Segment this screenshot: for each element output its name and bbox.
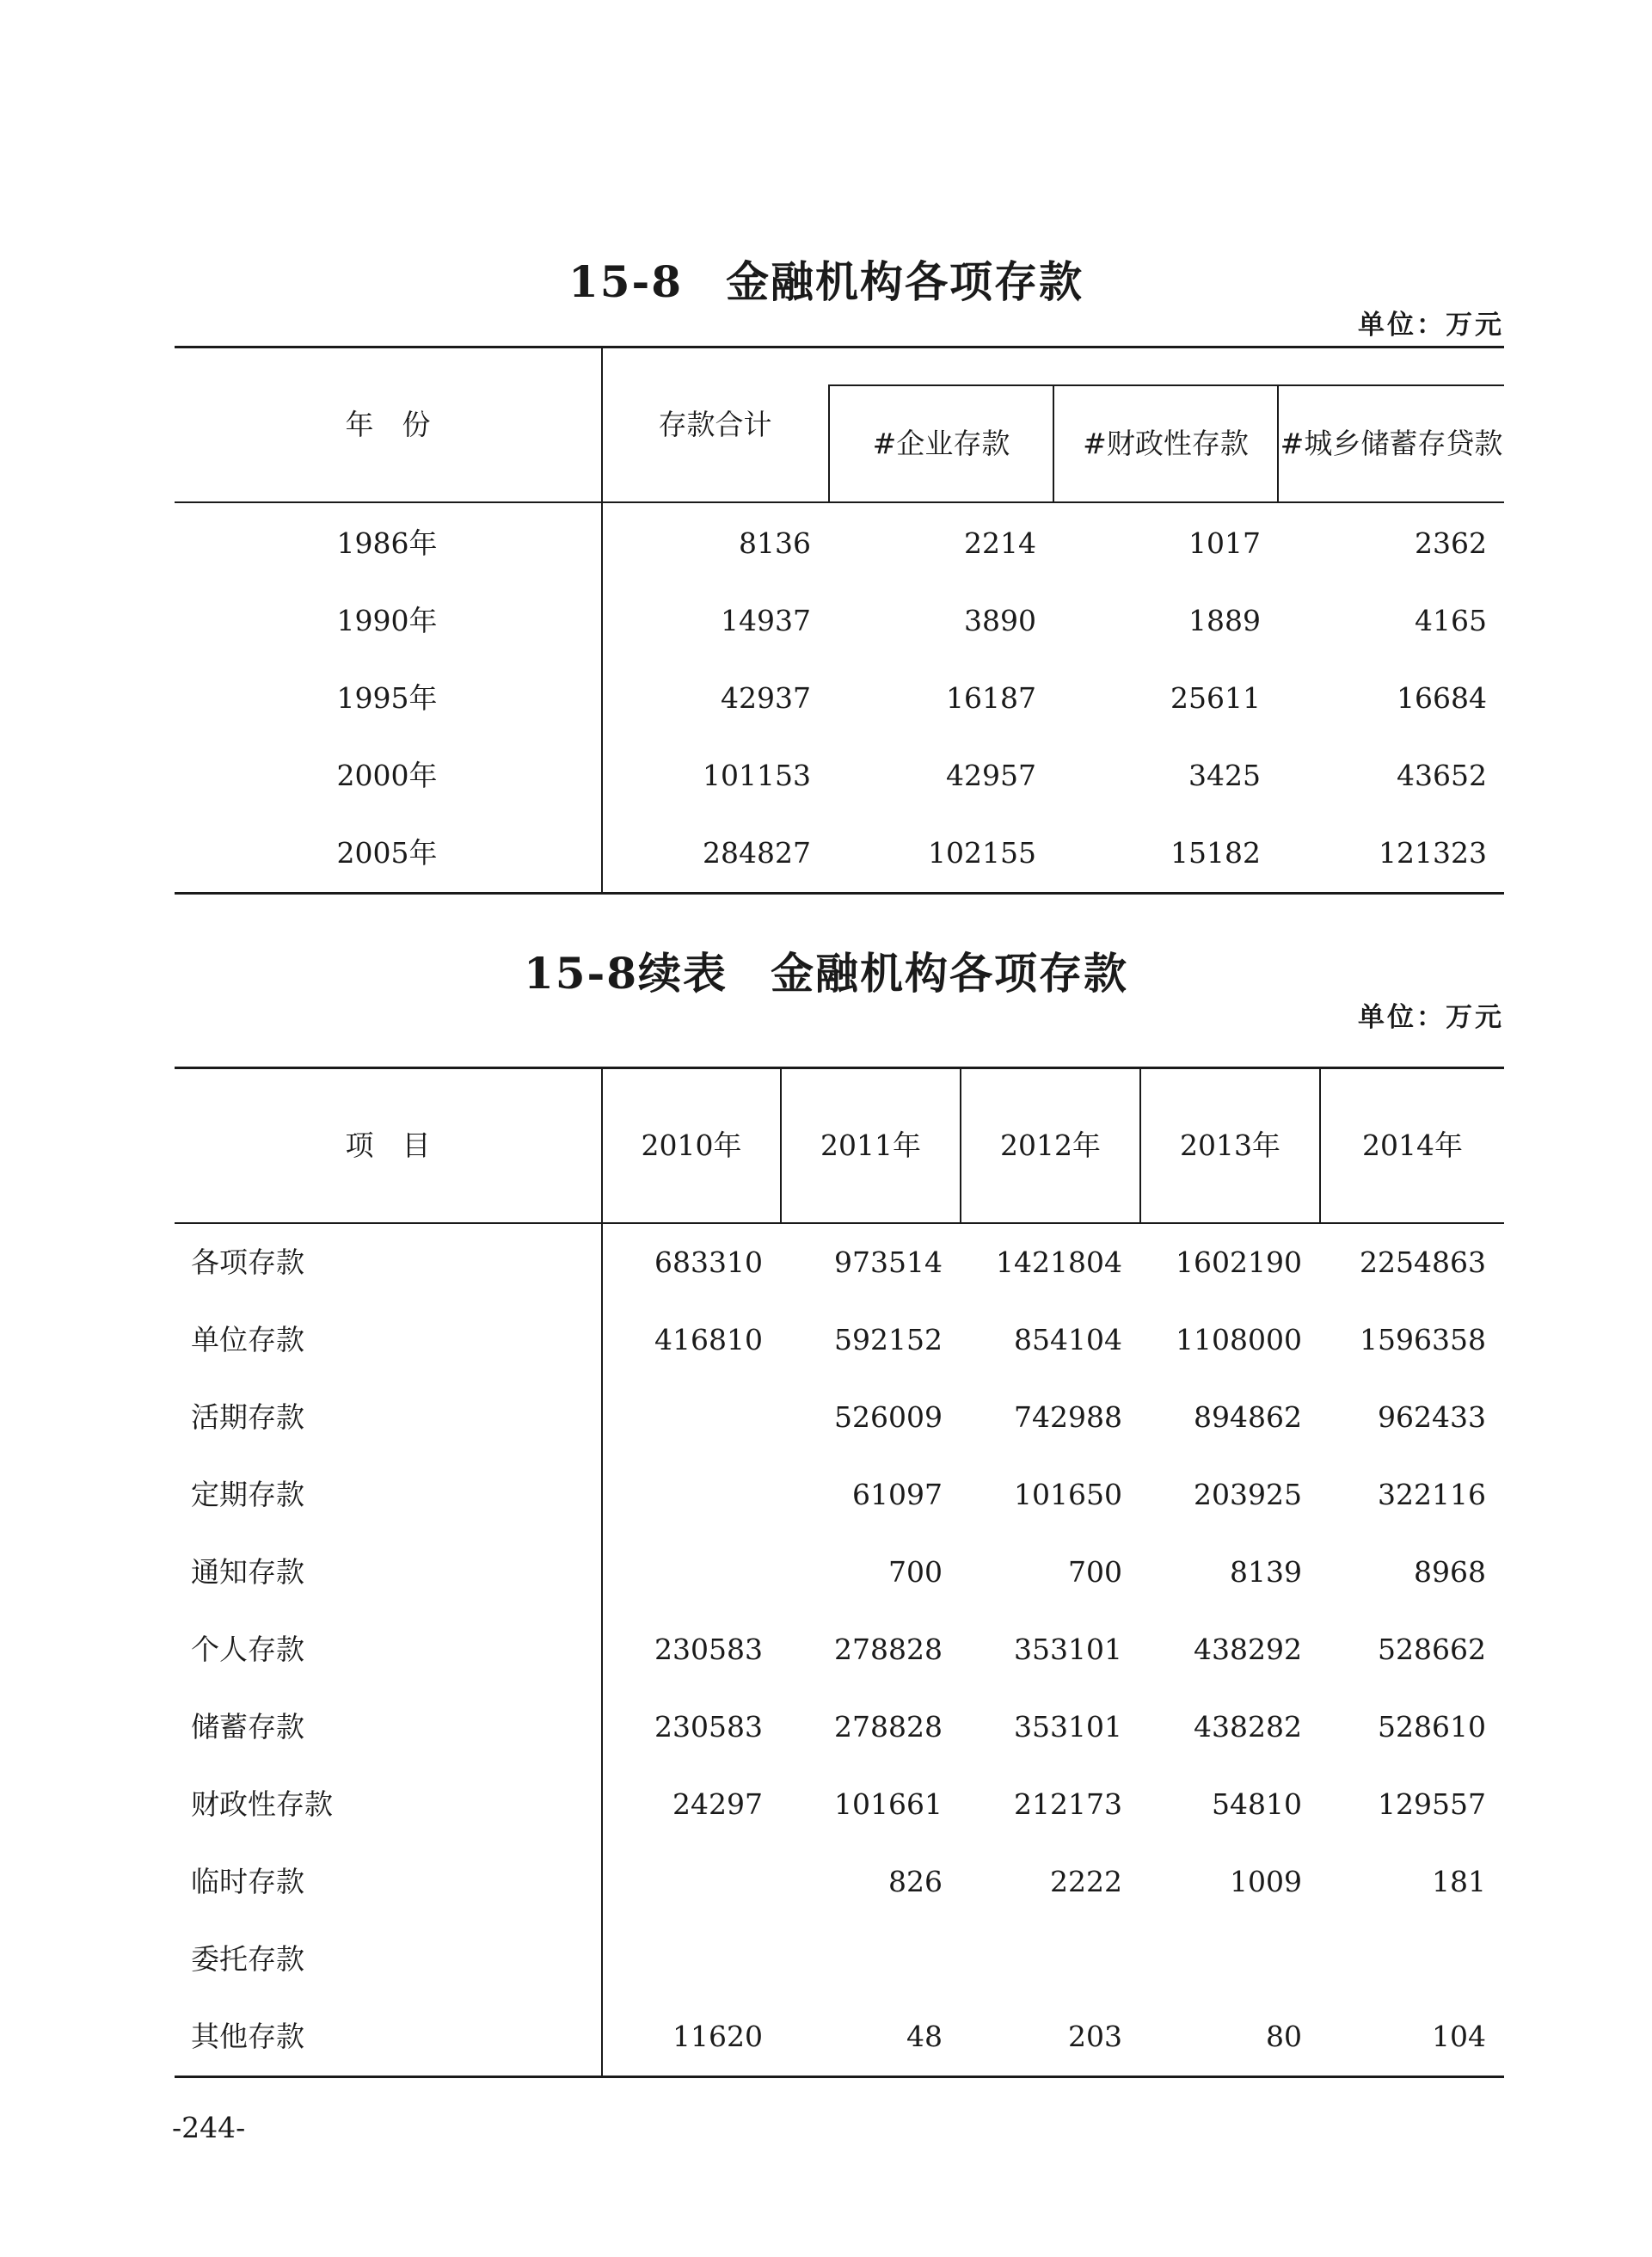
table1-header-fiscal: #财政性存款 [1083, 427, 1249, 460]
table2-item-label: 个人存款 [191, 1633, 304, 1666]
table2-value: 894862 [1194, 1400, 1302, 1434]
table1-savings: 4165 [1415, 604, 1487, 637]
table1-savings: 121323 [1379, 836, 1487, 870]
table2-value: 212173 [1014, 1787, 1122, 1821]
table2-item-label: 活期存款 [191, 1400, 304, 1434]
table2-value: 1108000 [1176, 1323, 1302, 1356]
table2-value: 278828 [834, 1710, 943, 1743]
table2-value: 230583 [654, 1633, 763, 1666]
table2-value: 973514 [834, 1245, 943, 1279]
table1-enterprise: 16187 [946, 681, 1036, 715]
table2-header-year: 2012年 [1000, 1128, 1101, 1162]
table2-item-label: 储蓄存款 [191, 1710, 304, 1743]
table2-value: 230583 [654, 1710, 763, 1743]
table1-fiscal: 15182 [1170, 836, 1261, 870]
table2-value: 11620 [672, 2020, 763, 2053]
table1-total: 14937 [721, 604, 811, 637]
table2-value: 700 [888, 1555, 943, 1589]
table2-value: 181 [1432, 1865, 1486, 1898]
table1-header-enterprise: #企业存款 [872, 427, 1010, 460]
table2-item-label: 定期存款 [191, 1478, 304, 1511]
table1-year: 1995年 [336, 681, 438, 715]
table1-savings: 16684 [1397, 681, 1487, 715]
table2-value: 101650 [1014, 1478, 1122, 1511]
table2-item-label: 单位存款 [191, 1323, 304, 1356]
table2-value: 48 [906, 2020, 943, 2053]
table2-bottom-rule [175, 2076, 1504, 2078]
table2-item-label: 通知存款 [191, 1555, 304, 1589]
table1-year: 2000年 [336, 759, 438, 792]
table1-total: 284827 [703, 836, 811, 870]
table1-fiscal: 25611 [1170, 681, 1261, 715]
table1-enterprise: 2214 [964, 526, 1036, 560]
table2-value: 104 [1432, 2020, 1486, 2053]
table2-value: 700 [1068, 1555, 1122, 1589]
table1-bottom-rule [175, 892, 1504, 895]
table1-title-number: 15-8 [568, 256, 684, 307]
table2-value: 438282 [1194, 1710, 1302, 1743]
table2-value: 438292 [1194, 1633, 1302, 1666]
table2-value: 61097 [852, 1478, 943, 1511]
table2-title-number: 15-8续表 [523, 948, 728, 999]
table1-header-total: 存款合计 [658, 408, 772, 441]
table2-value: 526009 [834, 1400, 943, 1434]
table1-header-rule [175, 501, 1504, 503]
table2-value: 683310 [654, 1245, 763, 1279]
table2-value: 8139 [1230, 1555, 1302, 1589]
table2-item-label: 其他存款 [191, 2020, 304, 2053]
table2-value: 528610 [1378, 1710, 1486, 1743]
table1-enterprise: 3890 [964, 604, 1036, 637]
table2-value: 1596358 [1360, 1323, 1486, 1356]
table2-value: 1421804 [996, 1245, 1122, 1279]
table1-fiscal: 3425 [1188, 759, 1261, 792]
table2-header-year: 2010年 [641, 1128, 742, 1162]
table2-value: 353101 [1014, 1710, 1122, 1743]
table2-header-item: 项 目 [345, 1128, 431, 1162]
table2-value: 416810 [654, 1323, 763, 1356]
table2-value: 54810 [1212, 1787, 1302, 1821]
table2-value: 826 [888, 1865, 943, 1898]
table2-value: 322116 [1378, 1478, 1486, 1511]
table2-value: 129557 [1378, 1787, 1486, 1821]
table1-enterprise: 102155 [928, 836, 1036, 870]
table2-divider-main [601, 1067, 603, 2077]
table2-item-label: 财政性存款 [191, 1787, 333, 1821]
table1-total: 42937 [721, 681, 811, 715]
table1-total: 101153 [703, 759, 811, 792]
table2-value: 278828 [834, 1633, 943, 1666]
table1-year: 1990年 [336, 604, 438, 637]
table2-value: 2222 [1050, 1865, 1122, 1898]
table2-item-label: 各项存款 [191, 1245, 304, 1279]
table1-savings: 43652 [1397, 759, 1487, 792]
table2-value: 742988 [1014, 1400, 1122, 1434]
table1-title-text: 金融机构各项存款 [726, 256, 1084, 307]
table1-savings: 2362 [1415, 526, 1487, 560]
table2-header-rule [175, 1222, 1504, 1224]
table2-value: 353101 [1014, 1633, 1122, 1666]
page-number: -244- [172, 2111, 246, 2144]
table2-value: 854104 [1014, 1323, 1122, 1356]
table1-header-year: 年 份 [345, 408, 431, 441]
table2-value: 203 [1068, 2020, 1122, 2053]
table1-unit: 单位：万元 [1358, 310, 1504, 341]
table2-item-label: 委托存款 [191, 1942, 304, 1976]
table2-header-year: 2011年 [820, 1128, 921, 1162]
table2-value: 592152 [834, 1323, 943, 1356]
table1-title [0, 248, 1652, 310]
table2-value: 80 [1266, 2020, 1302, 2053]
table1-fiscal: 1017 [1188, 526, 1261, 560]
table2-value: 203925 [1194, 1478, 1302, 1511]
table1-total: 8136 [739, 526, 811, 560]
table2-header-year: 2014年 [1362, 1128, 1463, 1162]
table2-value: 2254863 [1360, 1245, 1486, 1279]
table1-year: 2005年 [336, 836, 438, 870]
table2-value: 962433 [1378, 1400, 1486, 1434]
table2-unit: 单位：万元 [1358, 1002, 1504, 1033]
table1-header-savings: #城乡储蓄存贷款 [1280, 427, 1503, 460]
table1-subheader-rule [828, 384, 1504, 386]
table1-top-rule [175, 346, 1504, 348]
table2-value: 1009 [1230, 1865, 1302, 1898]
table1-fiscal: 1889 [1188, 604, 1261, 637]
table1-year: 1986年 [336, 526, 438, 560]
table1-enterprise: 42957 [946, 759, 1036, 792]
table2-value: 101661 [834, 1787, 943, 1821]
table2-value: 24297 [672, 1787, 763, 1821]
table2-value: 8968 [1414, 1555, 1486, 1589]
table2-item-label: 临时存款 [191, 1865, 304, 1898]
table2-title [0, 939, 1652, 1001]
table2-title-text: 金融机构各项存款 [771, 948, 1129, 999]
table2-value: 1602190 [1176, 1245, 1302, 1279]
table2-header-year: 2013年 [1180, 1128, 1280, 1162]
table2-value: 528662 [1378, 1633, 1486, 1666]
table2-top-rule [175, 1067, 1504, 1069]
